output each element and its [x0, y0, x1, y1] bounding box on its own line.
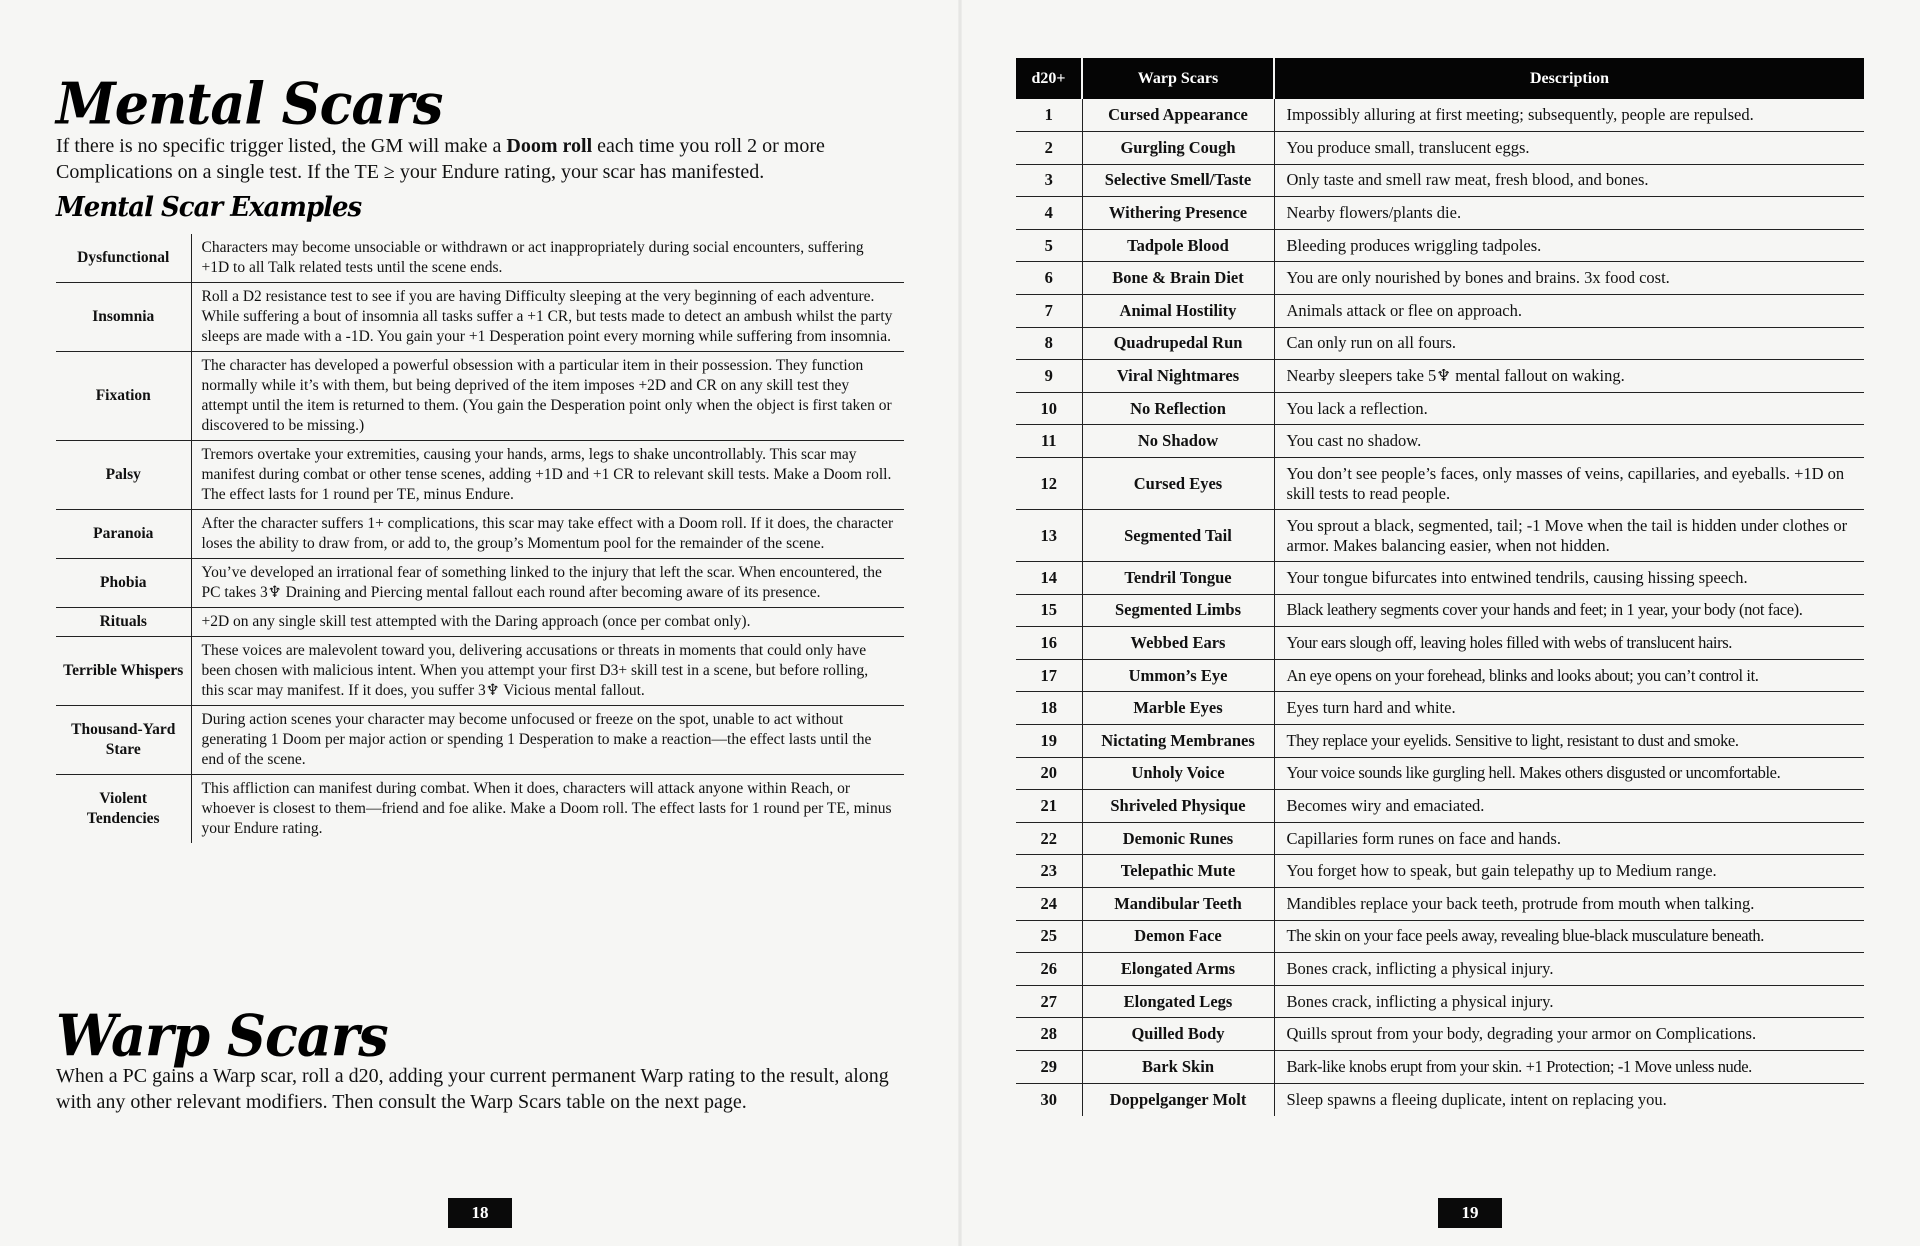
warp-scar-row [1016, 985, 1864, 1018]
warp-roll-number: 8 [1016, 327, 1082, 360]
warp-scar-description: Bark-like knobs erupt from your skin. +1 Protection; -1 Move unless nude. [1274, 1050, 1864, 1083]
warp-scar-name: Doppelganger Molt [1082, 1083, 1274, 1116]
mental-scar-text: You’ve developed an irrational fear of something linked to the injury that left the scar. When encountered, the PC takes 3♆ Draining and Piercing mental fallout each round after becoming aware of its presence. [191, 559, 904, 608]
warp-roll-number: 22 [1016, 822, 1082, 855]
left-page [0, 0, 958, 1246]
warp-scar-name: Webbed Ears [1082, 627, 1274, 660]
warp-scar-row [1016, 164, 1864, 197]
warp-scar-name: Telepathic Mute [1082, 855, 1274, 888]
warp-scar-row [1016, 887, 1864, 920]
mental-scar-text: The character has developed a powerful obsession with a particular item in their possession. They function normally while it’s with them, but being deprived of the item imposes +2D and CR on any skill test they attempt until the item is returned to them. (You gain the Desperation point only when the object is first taken or discovered to be missing.) [191, 352, 904, 441]
warp-roll-number: 29 [1016, 1050, 1082, 1083]
header-description: Description [1274, 58, 1864, 99]
mental-scar-row [56, 352, 904, 441]
warp-roll-number: 27 [1016, 985, 1082, 1018]
mental-scar-text: After the character suffers 1+ complications, this scar may take effect with a Doom roll. If it does, the character loses the ability to draw from, or add to, the group’s Momentum pool for the remainder of the scene. [191, 510, 904, 559]
warp-scar-row [1016, 229, 1864, 262]
warp-scar-description: You are only nourished by bones and brains. 3x food cost. [1274, 262, 1864, 295]
warp-scar-description: They replace your eyelids. Sensitive to light, resistant to dust and smoke. [1274, 725, 1864, 758]
header-warp-scars: Warp Scars [1082, 58, 1274, 99]
warp-scar-name: Viral Nightmares [1082, 360, 1274, 393]
right-page [962, 0, 1920, 1246]
mental-scar-text: Roll a D2 resistance test to see if you are having Difficulty sleeping at the very beginning of each adventure. While suffering a bout of insomnia all tasks suffer a +1 CR, but tests made to detect an ambush whilst the party sleeps are made with a -1D. You gain your +1 Desperation point every morning while suffering from insomnia. [191, 283, 904, 352]
warp-scar-name: No Reflection [1082, 392, 1274, 425]
warp-scar-name: Quadrupedal Run [1082, 327, 1274, 360]
warp-scar-row [1016, 360, 1864, 393]
warp-roll-number: 14 [1016, 562, 1082, 595]
warp-scar-description: Your ears slough off, leaving holes filled with webs of translucent hairs. [1274, 627, 1864, 660]
warp-scar-description: You produce small, translucent eggs. [1274, 132, 1864, 165]
mental-scar-text: +2D on any single skill test attempted with the Daring approach (once per combat only). [191, 608, 904, 637]
warp-scar-name: Ummon’s Eye [1082, 659, 1274, 692]
warp-scar-description: Nearby flowers/plants die. [1274, 197, 1864, 230]
warp-scar-description: Bleeding produces wriggling tadpoles. [1274, 229, 1864, 262]
warp-scar-description: You lack a reflection. [1274, 392, 1864, 425]
warp-scar-description: Bones crack, inflicting a physical injury. [1274, 953, 1864, 986]
warp-scar-row [1016, 425, 1864, 458]
warp-scar-row [1016, 725, 1864, 758]
warp-roll-number: 28 [1016, 1018, 1082, 1051]
warp-roll-number: 18 [1016, 692, 1082, 725]
warp-scar-description: Bones crack, inflicting a physical injury. [1274, 985, 1864, 1018]
warp-roll-number: 24 [1016, 887, 1082, 920]
warp-roll-number: 7 [1016, 295, 1082, 328]
warp-scar-row [1016, 822, 1864, 855]
warp-scar-description: You sprout a black, segmented, tail; -1 Move when the tail is hidden under clothes or armor. Makes balancing easier, when not hidden. [1274, 510, 1864, 562]
mental-scar-name: Insomnia [56, 283, 191, 352]
warp-roll-number: 19 [1016, 725, 1082, 758]
warp-scar-description: Sleep spawns a fleeing duplicate, intent on replacing you. [1286, 1089, 1667, 1109]
warp-scar-row [1016, 627, 1864, 660]
warp-roll-number: 12 [1016, 458, 1082, 510]
warp-scar-name: Demonic Runes [1082, 822, 1274, 855]
mental-scar-name: Palsy [56, 441, 191, 510]
warp-scar-description: Black leathery segments cover your hands and feet; in 1 year, your body (not face). [1274, 594, 1864, 627]
page-number: 19 [1438, 1198, 1502, 1228]
warp-scar-row [1016, 262, 1864, 295]
warp-roll-number: 30 [1016, 1083, 1082, 1116]
mental-scar-name: Phobia [56, 559, 191, 608]
warp-scar-description: Becomes wiry and emaciated. [1274, 790, 1864, 823]
warp-scar-name: Elongated Arms [1082, 953, 1274, 986]
warp-scar-row [1016, 1083, 1864, 1116]
mental-scar-name: Dysfunctional [56, 234, 191, 283]
warp-roll-number: 23 [1016, 855, 1082, 888]
warp-scar-name: Segmented Tail [1082, 510, 1274, 562]
warp-scar-description: Impossibly alluring at first meeting; subsequently, people are repulsed. [1274, 99, 1864, 132]
warp-scar-description: Your tongue bifurcates into entwined tendrils, causing hissing speech. [1274, 562, 1864, 595]
warp-scar-description: Can only run on all fours. [1274, 327, 1864, 360]
warp-scar-row [1016, 99, 1864, 132]
warp-scar-description: Mandibles replace your back teeth, protrude from mouth when talking. [1274, 887, 1864, 920]
warp-scar-name: Cursed Appearance [1082, 99, 1274, 132]
warp-roll-number: 10 [1016, 392, 1082, 425]
warp-scars-intro: When a PC gains a Warp scar, roll a d20, adding your current permanent Warp rating to the result, along with any other relevant modifiers. Then consult the Warp Scars table on the next page. [56, 1065, 889, 1113]
mental-scar-name: Paranoia [56, 510, 191, 559]
warp-scar-name: Animal Hostility [1082, 295, 1274, 328]
warp-roll-number: 16 [1016, 627, 1082, 660]
warp-roll-number: 4 [1016, 197, 1082, 230]
warp-scar-description: You cast no shadow. [1274, 425, 1864, 458]
warp-scar-name: Withering Presence [1082, 197, 1274, 230]
mental-scar-row [56, 441, 904, 510]
mental-scar-row [56, 706, 904, 775]
warp-scar-row [1016, 594, 1864, 627]
warp-roll-number: 25 [1016, 920, 1082, 953]
warp-scar-row [1016, 659, 1864, 692]
warp-scar-row [1016, 510, 1864, 562]
mental-scar-text: During action scenes your character may become unfocused or freeze on the spot, unable to act without generating 1 Doom per major action or spending 1 Desperation to make a reaction—the effect lasts until the end of the scene. [191, 706, 904, 775]
warp-roll-number: 15 [1016, 594, 1082, 627]
warp-roll-number: 9 [1016, 360, 1082, 393]
warp-scar-row [1016, 392, 1864, 425]
mental-scar-text: Tremors overtake your extremities, causing your hands, arms, legs to shake uncontrollably. This scar may manifest during combat or other tense scenes, adding +1D and +1 CR to relevant skill tests. Make a Doom roll. The effect lasts for 1 round per TE, minus Endure. [191, 441, 904, 510]
warp-roll-number: 17 [1016, 659, 1082, 692]
warp-scar-row [1016, 790, 1864, 823]
warp-scars-title: Warp Scars [56, 1001, 388, 1070]
warp-scar-description: Eyes turn hard and white. [1274, 692, 1864, 725]
warp-scar-row [1016, 920, 1864, 953]
mental-scars-title: Mental Scars [56, 69, 443, 138]
warp-roll-number: 5 [1016, 229, 1082, 262]
mental-scar-row [56, 234, 904, 283]
warp-scar-row [1016, 562, 1864, 595]
warp-scar-description: Capillaries form runes on face and hands. [1274, 822, 1864, 855]
warp-scar-name: Tadpole Blood [1082, 229, 1274, 262]
warp-scar-row [1016, 132, 1864, 165]
warp-scar-row [1016, 197, 1864, 230]
mental-scar-name: Fixation [56, 352, 191, 441]
mental-scar-name: Rituals [56, 608, 191, 637]
mental-scars-intro: If there is no specific trigger listed, the GM will make a Doom roll each time you roll 2 or more Complications on a single test. If the TE ≥ your Endure rating, your scar has manifested. [56, 135, 825, 183]
warp-scar-row [1016, 757, 1864, 790]
warp-scar-name: Bark Skin [1082, 1050, 1274, 1083]
warp-roll-number: 11 [1016, 425, 1082, 458]
warp-roll-number: 3 [1016, 164, 1082, 197]
warp-roll-number: 20 [1016, 757, 1082, 790]
warp-roll-number: 1 [1016, 99, 1082, 132]
warp-scar-row [1016, 953, 1864, 986]
warp-scar-description: Quills sprout from your body, degrading your armor on Complications. [1274, 1018, 1864, 1051]
warp-scars-table [1016, 58, 1864, 1116]
warp-scar-row [1016, 692, 1864, 725]
warp-scar-description: Your voice sounds like gurgling hell. Makes others disgusted or uncomfortable. [1274, 757, 1864, 790]
warp-scar-name: Mandibular Teeth [1082, 887, 1274, 920]
warp-roll-number: 26 [1016, 953, 1082, 986]
mental-scar-table [56, 234, 904, 843]
warp-scar-name: Gurgling Cough [1082, 132, 1274, 165]
warp-scar-row [1016, 855, 1864, 888]
warp-scar-description: You don’t see people’s faces, only masses of veins, capillaries, and eyeballs. +1D on skill tests to read people. [1274, 458, 1864, 510]
mental-scar-text: Characters may become unsociable or withdrawn or act inappropriately during social encounters, suffering +1D to all Talk related tests until the scene ends. [191, 234, 904, 283]
warp-scar-description: Only taste and smell raw meat, fresh blood, and bones. [1274, 164, 1864, 197]
warp-scar-name: Marble Eyes [1082, 692, 1274, 725]
warp-scar-name: Selective Smell/Taste [1082, 164, 1274, 197]
warp-scar-name: Quilled Body [1082, 1018, 1274, 1051]
warp-scar-description: You forget how to speak, but gain telepathy up to Medium range. [1274, 855, 1864, 888]
warp-scar-description: Nearby sleepers take 5♆ mental fallout on waking. [1274, 360, 1864, 393]
warp-roll-number: 21 [1016, 790, 1082, 823]
page-number: 18 [448, 1198, 512, 1228]
mental-scar-name: Violent Tendencies [56, 775, 191, 844]
mental-scar-row [56, 608, 904, 637]
warp-scar-name: Unholy Voice [1082, 757, 1274, 790]
mental-scar-row [56, 637, 904, 706]
warp-scar-name: Shriveled Physique [1082, 790, 1274, 823]
mental-scar-row [56, 283, 904, 352]
mental-scar-name: Terrible Whispers [56, 637, 191, 706]
warp-roll-number: 2 [1016, 132, 1082, 165]
warp-scar-description: The skin on your face peels away, revealing blue-black musculature beneath. [1274, 920, 1864, 953]
header-d20: d20+ [1016, 58, 1082, 99]
mental-scar-examples-title: Mental Scar Examples [56, 192, 362, 224]
warp-scar-description: An eye opens on your forehead, blinks and looks about; you can’t control it. [1274, 659, 1864, 692]
mental-scar-row [56, 775, 904, 844]
warp-scar-row [1016, 1050, 1864, 1083]
warp-roll-number: 6 [1016, 262, 1082, 295]
warp-scar-description: Animals attack or flee on approach. [1274, 295, 1864, 328]
warp-scar-name: Demon Face [1082, 920, 1274, 953]
warp-scar-name: Bone & Brain Diet [1082, 262, 1274, 295]
warp-scar-row [1016, 458, 1864, 510]
warp-scar-name: Elongated Legs [1082, 985, 1274, 1018]
warp-scar-name: No Shadow [1082, 425, 1274, 458]
warp-scar-row [1016, 295, 1864, 328]
mental-scar-row [56, 559, 904, 608]
mental-scar-row [56, 510, 904, 559]
warp-scar-name: Cursed Eyes [1082, 458, 1274, 510]
warp-table-header [1016, 58, 1864, 99]
warp-scar-row [1016, 1018, 1864, 1051]
warp-scar-row [1016, 327, 1864, 360]
mental-scar-text: These voices are malevolent toward you, delivering accusations or threats in moments that could only have been chosen with malicious intent. When you attempt your first D3+ skill test in a scene, but before rolling, this scar may manifest. If it does, you suffer 3♆ Vicious mental fallout. [191, 637, 904, 706]
warp-scar-name: Segmented Limbs [1082, 594, 1274, 627]
mental-scar-name: Thousand-Yard Stare [56, 706, 191, 775]
warp-scar-name: Tendril Tongue [1082, 562, 1274, 595]
mental-scar-text: This affliction can manifest during combat. When it does, characters will attack anyone within Reach, or whoever is closest to them—friend and foe alike. Make a Doom roll. The effect lasts for 1 round per TE, minus your Endure rating. [201, 780, 892, 837]
warp-roll-number: 13 [1016, 510, 1082, 562]
warp-scar-name: Nictating Membranes [1082, 725, 1274, 758]
